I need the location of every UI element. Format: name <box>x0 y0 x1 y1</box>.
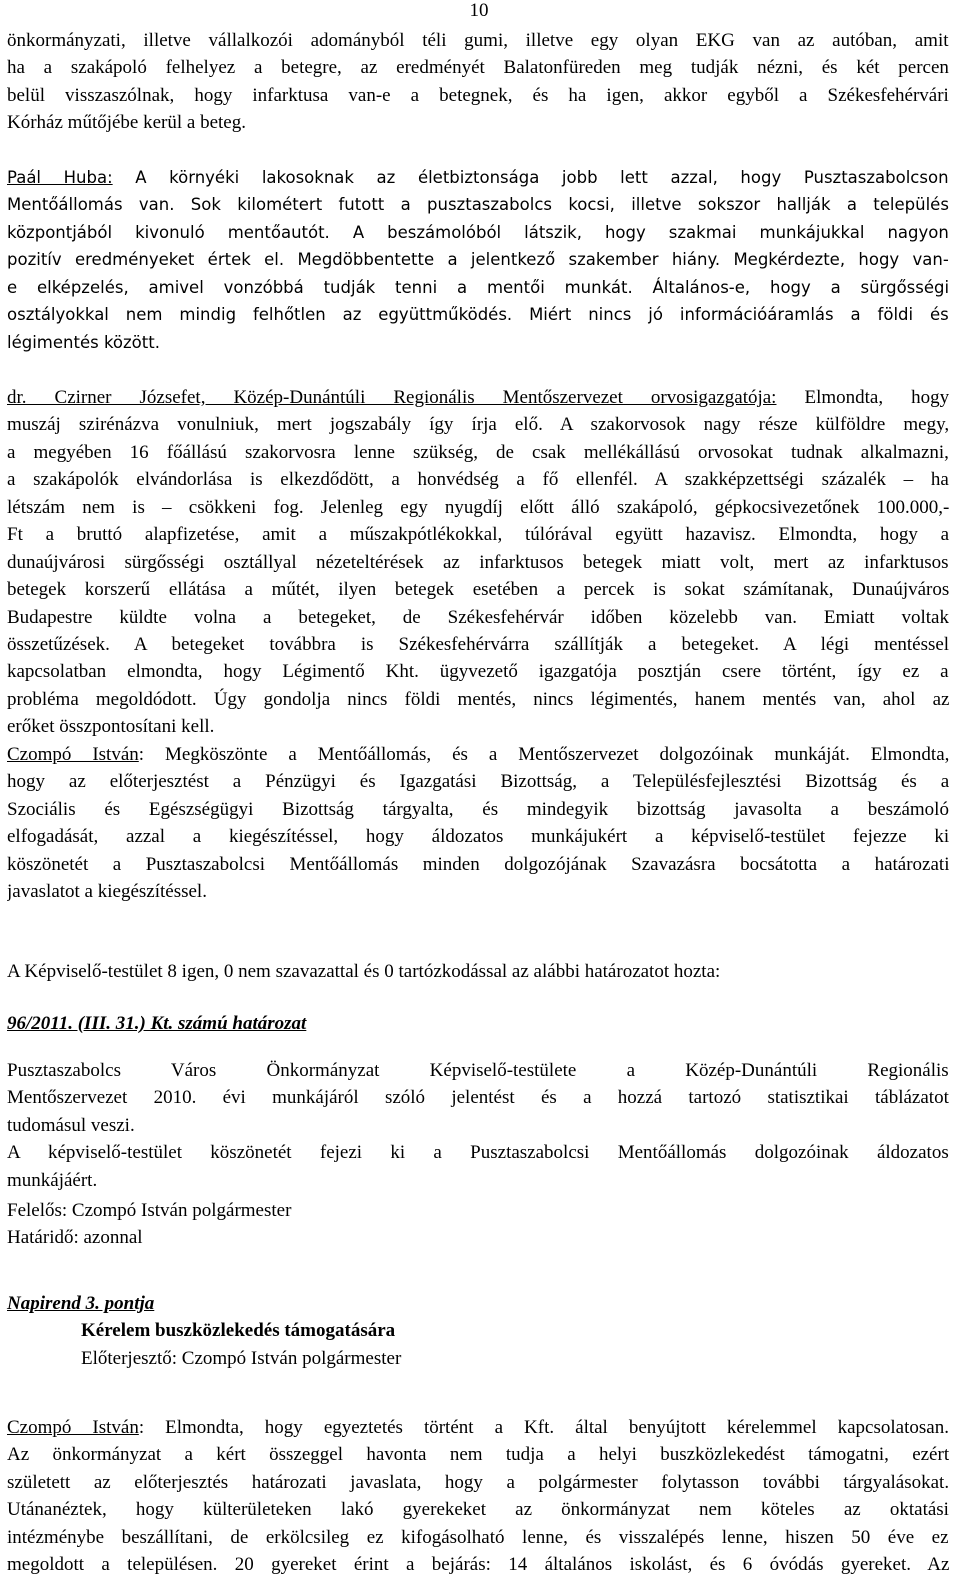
text-line: létszám nem is – csökkeni fog. Jelenleg egy nyugdíj előtt álló szakápoló, gépkocsivezetőnek 100.000,- <box>7 496 949 518</box>
text-line: dunaújvárosi sürgősségi osztállyal nézeteltérések az infarktusos betegek miatt volt, mert az infarktusos <box>7 551 949 573</box>
text-line: központjából kivonuló mentőautót. A beszámolóból látszik, hogy szakmai munkájukkal nagyon <box>7 222 949 242</box>
resolution-body <box>7 1057 949 1194</box>
resolution-meta <box>7 1197 949 1252</box>
text-line: muszáj szirénázva vonulniuk, mert jogszabály így írja elő. A szakorvosok nagy része külföldre megy, <box>7 414 949 436</box>
text-line: a megyében 16 főállású szakorvosra lenne szükség, de csak mellékállású orvosokat tudnak alkalmazni, <box>7 441 949 463</box>
text-line: hogy az előterjesztést a Pénzügyi és Igazgatási Bizottság, a Településfejlesztési Bizottság és a <box>7 771 949 793</box>
page-number: 10 <box>469 0 489 21</box>
text-line: Az önkormányzat a kért összeggel havonta nem tudja a helyi buszközlekedést támogatni, ezért <box>7 1444 949 1466</box>
text-line: erőket összpontosítani kell. <box>7 716 215 738</box>
text-line: probléma megoldódott. Úgy gondolja nincs földi mentés, nincs légimentés, hanem mentés van, ahol az <box>7 688 949 710</box>
text-line: összetűzések. A betegeket továbbra is Székesfehérvárra szállítják a betegeket. A légi mentéssel <box>7 633 949 655</box>
text-line: Mentőállomás van. Sok kilométert futott a pusztaszabolcs kocsi, illetve sokszor hallják a település <box>7 195 949 215</box>
text-line: Budapestre küldte volna a betegeket, de Székesfehérvár időben közelebb van. Emiatt voltak <box>7 606 949 628</box>
text-line: A környéki lakosoknak az életbiztonsága jobb lett azzal, hogy Pusztaszabolcson <box>112 168 949 187</box>
text-line: Mentőszervezet 2010. évi munkájáról szóló jelentést és a hozzá tartozó statisztikai táblázatot <box>7 1087 949 1109</box>
text-line: : Megköszönte a Mentőállomás, és a Mentőszervezet dolgozóinak munkáját. Elmondta, <box>138 744 949 765</box>
text-line: javaslatot a kiegészítéssel. <box>7 881 207 903</box>
text-line: Ft a bruttó alapfizetése, amit a műszakpótlékokkal, túlórával együtt hazavisz. Elmondta, hogy a <box>7 524 949 546</box>
text-line: légimentés között. <box>7 332 160 352</box>
paragraph-paal-huba <box>7 164 949 356</box>
text-line: Elmondta, hogy <box>776 387 949 408</box>
text-line: : Elmondta, hogy egyeztetés történt a Kft. által benyújtott kérelemmel kapcsolatosan. <box>138 1417 949 1438</box>
text-line: betegek korszerű ellátása a műtét, ilyen betegek esetében a percek is sokat számítanak, Dunaújváros <box>7 579 949 601</box>
paragraph-czirner <box>7 384 949 741</box>
text-line: tudomásul veszi. <box>7 1114 135 1136</box>
text-line: Utánanéztek, hogy külterületeken lakó gyerekeket az önkormányzat nem köteles az oktatási <box>7 1499 949 1521</box>
paragraph-ekg <box>7 27 949 137</box>
speaker-name: dr. Czirner Józsefet, Közép-Dunántúli Regionális Mentőszervezet orvosigazgatója: <box>7 387 777 408</box>
paragraph-czompo <box>7 741 949 906</box>
agenda-block <box>7 1290 949 1372</box>
text-line: intézménybe beszállítani, de erkölcsileg ez kifogásolható lenne, és visszalépés lenne, hiszen 50 éve ez <box>7 1526 949 1548</box>
speaker-name: Czompó István <box>7 744 139 765</box>
text-line: Kórház műtőjébe kerül a beteg. <box>7 112 246 134</box>
speaker-name: Czompó István <box>7 1417 139 1438</box>
agenda-title: Kérelem buszközlekedés támogatására <box>81 1320 396 1342</box>
speaker-name: Paál Huba: <box>7 168 113 187</box>
resolution-heading <box>7 1010 949 1037</box>
text-line: A Képviselő-testület 8 igen, 0 nem szavazattal és 0 tartózkodással az alábbi határozatot hozta: <box>7 961 721 982</box>
text-line: belül visszaszólnak, hogy infarktusa van-e a betegnek, és ha igen, akkor egyből a Székesfehérvári <box>7 84 949 106</box>
text-line: munkájáért. <box>7 1169 98 1191</box>
text-line: e elképzelés, amivel vonzóbbá tudják tenni a mentői munkát. Általános-e, hogy a sürgősségi <box>7 277 949 297</box>
text-line: köszönetét a Pusztaszabolcsi Mentőállomás minden dolgozójának Szavazásra bocsátotta a határozati <box>7 853 949 875</box>
text-line: kapcsolatban elmondta, hogy Légimentő Kht. ügyvezető igazgatója posztján csere történt, így ez a <box>7 661 949 683</box>
paragraph-czompo-bus <box>7 1414 949 1579</box>
text-line: elfogadását, azzal a kiegészítéssel, hogy áldozatos munkájukért a képviselő-testület fejezze ki <box>7 826 949 848</box>
text-line: A képviselő-testület köszönetét fejezi ki a Pusztaszabolcsi Mentőállomás dolgozóinak áldozatos <box>7 1142 949 1164</box>
responsible: Felelős: Czompó István polgármester <box>7 1200 292 1221</box>
text-line: Pusztaszabolcs Város Önkormányzat Képviselő-testülete a Közép-Dunántúli Regionális <box>7 1060 949 1081</box>
agenda-label: Napirend 3. pontja <box>7 1293 155 1314</box>
text-line: született az előterjesztés határozati javaslata, hogy a polgármester folytasson további tárgyalásokat. <box>7 1471 949 1493</box>
resolution-title: 96/2011. (III. 31.) Kt. számú határozat <box>7 1013 307 1034</box>
agenda-presenter: Előterjesztő: Czompó István polgármester <box>81 1347 402 1369</box>
text-line: pozitív eredményeket értek el. Megdöbbentette a jelentkező szakember hiány. Megkérdezte, hogy van- <box>7 250 949 270</box>
text-line: a szakápolók elvándorlása is elkezdődött, a honvédség a fő ellenfél. A szakképzettségi százalék – ha <box>7 469 949 491</box>
text-line: osztályokkal nem mindig felhőtlen az együttműködés. Miért nincs jó információáramlás a földi és <box>7 305 949 325</box>
text-line: önkormányzati, illetve vállalkozói adományból téli gumi, illetve egy olyan EKG van az autóban, amit <box>7 30 949 51</box>
vote-result <box>7 958 949 985</box>
text-line: ha a szakápoló felhelyez a betegre, az eredményét Balatonfüreden meg tudják nézni, és két percen <box>7 57 949 79</box>
text-line: Szociális és Egészségügyi Bizottság tárgyalta, és mindegyik bizottság javasolta a beszámoló <box>7 798 949 820</box>
deadline: Határidő: azonnal <box>7 1227 143 1249</box>
text-line: megoldott a településen. 20 gyereket érint a bejárás: 14 általános iskolást, és 6 óvódás gyereket. Az <box>7 1554 949 1576</box>
